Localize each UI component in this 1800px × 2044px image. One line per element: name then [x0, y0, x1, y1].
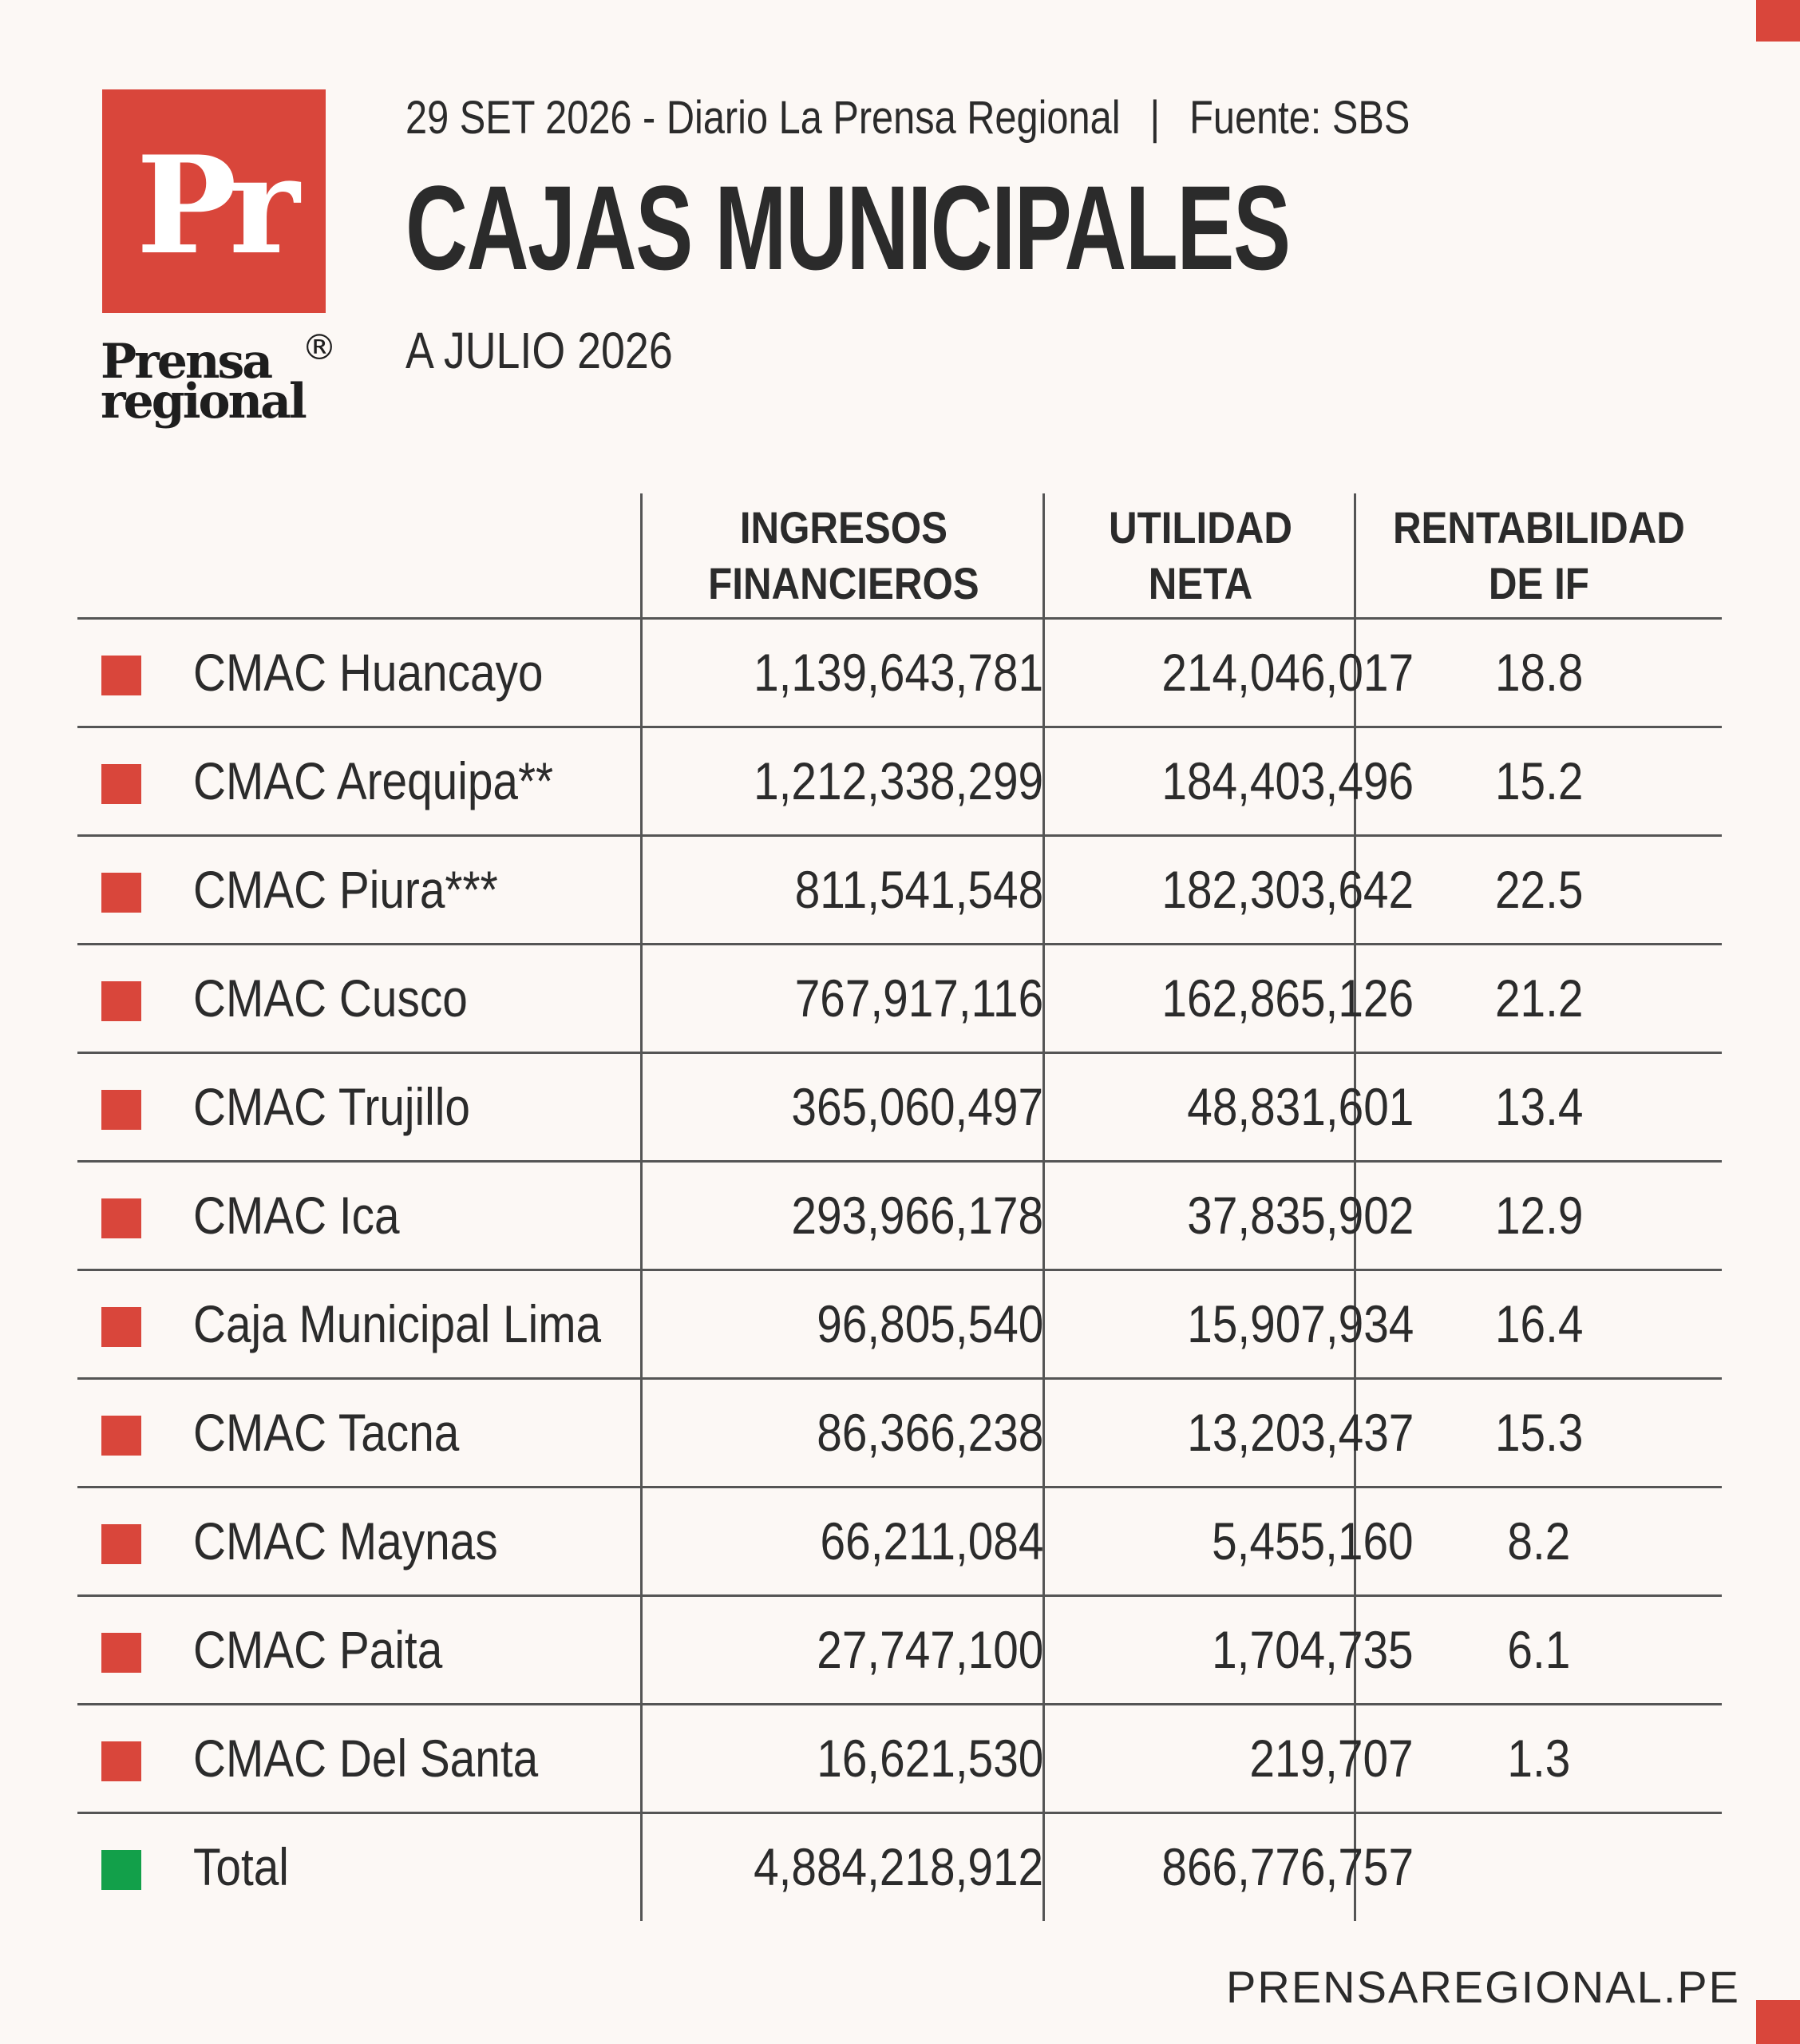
cell-name: [193, 835, 704, 944]
cell-utilidad-value: 48,831,601: [1186, 1077, 1414, 1136]
cell-utilidad-value: 13,203,437: [1186, 1403, 1414, 1462]
table-row: [77, 727, 1722, 835]
column-header-line1: UTILIDAD NETA: [1109, 502, 1292, 608]
cell-utilidad-value: 214,046,017: [1161, 643, 1414, 702]
cell-name-value: CMAC Tacna: [193, 1403, 460, 1462]
row-marker-icon: [101, 1524, 141, 1564]
cell-rentabilidad: [1356, 1812, 1722, 1921]
cell-ingresos-value: 16,621,530: [816, 1729, 1043, 1788]
table-row: [77, 1704, 1722, 1812]
column-header-line1: INGRESOS: [739, 502, 948, 553]
cell-name-value: Total: [193, 1837, 289, 1896]
table-row: [77, 944, 1722, 1052]
row-marker-icon: [101, 656, 141, 695]
cell-rentabilidad: [1356, 1487, 1722, 1595]
logo-word-line1: Prensa: [101, 334, 271, 390]
meta-fuente: Fuente: SBS: [1189, 92, 1410, 144]
cell-ingresos-value: 1,212,338,299: [754, 751, 1043, 810]
column-header-ingresos: [643, 493, 1045, 618]
cell-name-value: CMAC Ica: [193, 1186, 400, 1245]
cell-ingresos-value: 66,211,084: [820, 1511, 1043, 1571]
cell-utilidad-value: 182,303,642: [1161, 860, 1414, 919]
cell-rentabilidad-value: 22.5: [1494, 860, 1584, 919]
cell-ingresos: [643, 1487, 1043, 1595]
cell-name: [193, 1270, 704, 1378]
cell-ingresos-value: 767,917,116: [794, 969, 1043, 1028]
table-row: [77, 1161, 1722, 1270]
column-header-line2: FINANCIEROS: [708, 558, 979, 608]
cell-rentabilidad: [1356, 727, 1722, 835]
meta-separator: |: [1149, 92, 1161, 144]
table-row: [77, 835, 1722, 944]
corner-accent-bottom: [1756, 2000, 1800, 2044]
cell-ingresos-value: 1,139,643,781: [754, 643, 1043, 702]
cell-name: [193, 1378, 704, 1487]
cell-rentabilidad-value: 21.2: [1494, 969, 1584, 1028]
cell-rentabilidad: [1356, 1595, 1722, 1704]
table-row: [77, 1270, 1722, 1378]
cell-name-value: CMAC Del Santa: [193, 1729, 539, 1788]
cell-ingresos-value: 4,884,218,912: [754, 1837, 1043, 1896]
cell-ingresos: [643, 618, 1043, 727]
row-marker-icon: [101, 1416, 141, 1456]
logo-mark-text: Pr: [136, 126, 292, 284]
cell-name-value: CMAC Piura***: [193, 860, 498, 919]
cell-utilidad-value: 37,835,902: [1186, 1186, 1414, 1245]
cell-ingresos-value: 293,966,178: [791, 1186, 1043, 1245]
corner-accent-top: [1756, 0, 1800, 42]
row-marker-icon: [101, 764, 141, 804]
cell-utilidad-value: 15,907,934: [1186, 1294, 1414, 1353]
row-marker-icon: [101, 1741, 141, 1781]
column-header-rentabilidad: [1356, 493, 1722, 618]
cell-utilidad-value: 219,707: [1249, 1729, 1414, 1788]
cell-utilidad-value: 1,704,735: [1212, 1620, 1414, 1679]
data-table: [77, 493, 1722, 1916]
cell-ingresos: [643, 1812, 1043, 1921]
cell-ingresos: [643, 944, 1043, 1052]
cell-utilidad-value: 866,776,757: [1161, 1837, 1414, 1896]
cell-name: [193, 944, 704, 1052]
cell-ingresos-value: 365,060,497: [791, 1077, 1043, 1136]
registered-icon: ®: [302, 327, 337, 368]
cell-rentabilidad: [1356, 835, 1722, 944]
cell-rentabilidad: [1356, 944, 1722, 1052]
cell-name-value: CMAC Cusco: [193, 969, 468, 1028]
column-header-line2: DE IF: [1489, 558, 1589, 608]
cell-ingresos-value: 811,541,548: [794, 860, 1043, 919]
cell-rentabilidad: [1356, 1052, 1722, 1161]
cell-ingresos: [643, 1161, 1043, 1270]
cell-name: [193, 727, 704, 835]
footer-site: PRENSAREGIONAL.PE: [1226, 1962, 1740, 2012]
cell-name: [193, 618, 704, 727]
cell-rentabilidad: [1356, 618, 1722, 727]
cell-ingresos: [643, 1704, 1043, 1812]
column-header-utilidad: [1045, 493, 1356, 618]
cell-name-value: CMAC Paita: [193, 1620, 443, 1679]
table-row: [77, 618, 1722, 727]
cell-name: [193, 1487, 704, 1595]
table-row: [77, 1595, 1722, 1704]
total-marker-icon: [101, 1850, 141, 1890]
cell-name: [193, 1161, 704, 1270]
page-subtitle: A JULIO 2026: [405, 322, 673, 379]
row-marker-icon: [101, 873, 141, 913]
cell-name: [193, 1595, 704, 1704]
cell-ingresos-value: 27,747,100: [816, 1620, 1043, 1679]
cell-rentabilidad-value: 15.2: [1494, 751, 1584, 810]
row-marker-icon: [101, 1198, 141, 1238]
cell-utilidad-value: 162,865,126: [1161, 969, 1414, 1028]
cell-rentabilidad-value: 8.2: [1507, 1511, 1571, 1571]
cell-ingresos: [643, 727, 1043, 835]
cell-rentabilidad: [1356, 1270, 1722, 1378]
cell-rentabilidad-value: 6.1: [1507, 1620, 1571, 1679]
table-row-total: [77, 1812, 1722, 1921]
cell-name-value: CMAC Huancayo: [193, 643, 544, 702]
cell-rentabilidad-value: 18.8: [1494, 643, 1584, 702]
cell-name: [193, 1812, 704, 1921]
cell-name-value: CMAC Maynas: [193, 1511, 498, 1571]
cell-rentabilidad-value: 16.4: [1494, 1294, 1584, 1353]
header-meta: [405, 91, 1410, 145]
cell-ingresos-value: 86,366,238: [816, 1403, 1043, 1462]
cell-ingresos: [643, 1595, 1043, 1704]
cell-utilidad-value: 184,403,496: [1161, 751, 1414, 810]
cell-rentabilidad: [1356, 1378, 1722, 1487]
cell-name-value: Caja Municipal Lima: [193, 1294, 602, 1353]
cell-name-value: CMAC Arequipa**: [193, 751, 554, 810]
table-row: [77, 1487, 1722, 1595]
row-marker-icon: [101, 1090, 141, 1130]
table-row: [77, 1378, 1722, 1487]
logo-mark: [102, 89, 326, 313]
cell-ingresos: [643, 1378, 1043, 1487]
cell-rentabilidad-value: 12.9: [1494, 1186, 1584, 1245]
meta-date-source: 29 SET 2026 - Diario La Prensa Regional: [405, 92, 1121, 144]
cell-rentabilidad-value: 13.4: [1494, 1077, 1584, 1136]
row-divider: [77, 617, 1722, 620]
cell-ingresos: [643, 1052, 1043, 1161]
cell-ingresos: [643, 1270, 1043, 1378]
table-row: [77, 1052, 1722, 1161]
logo-word-line2: regional: [101, 374, 305, 430]
cell-ingresos: [643, 835, 1043, 944]
row-marker-icon: [101, 981, 141, 1021]
cell-rentabilidad-value: 15.3: [1494, 1403, 1584, 1462]
column-header-line1: RENTABILIDAD: [1393, 502, 1685, 553]
cell-rentabilidad-value: 1.3: [1507, 1729, 1571, 1788]
cell-ingresos-value: 96,805,540: [816, 1294, 1043, 1353]
cell-rentabilidad: [1356, 1704, 1722, 1812]
page-title: CAJAS MUNICIPALES: [405, 160, 1290, 295]
cell-name: [193, 1704, 704, 1812]
cell-name-value: CMAC Trujillo: [193, 1077, 470, 1136]
cell-utilidad-value: 5,455,160: [1212, 1511, 1414, 1571]
row-marker-icon: [101, 1633, 141, 1673]
cell-rentabilidad: [1356, 1161, 1722, 1270]
cell-name: [193, 1052, 704, 1161]
row-marker-icon: [101, 1307, 141, 1347]
